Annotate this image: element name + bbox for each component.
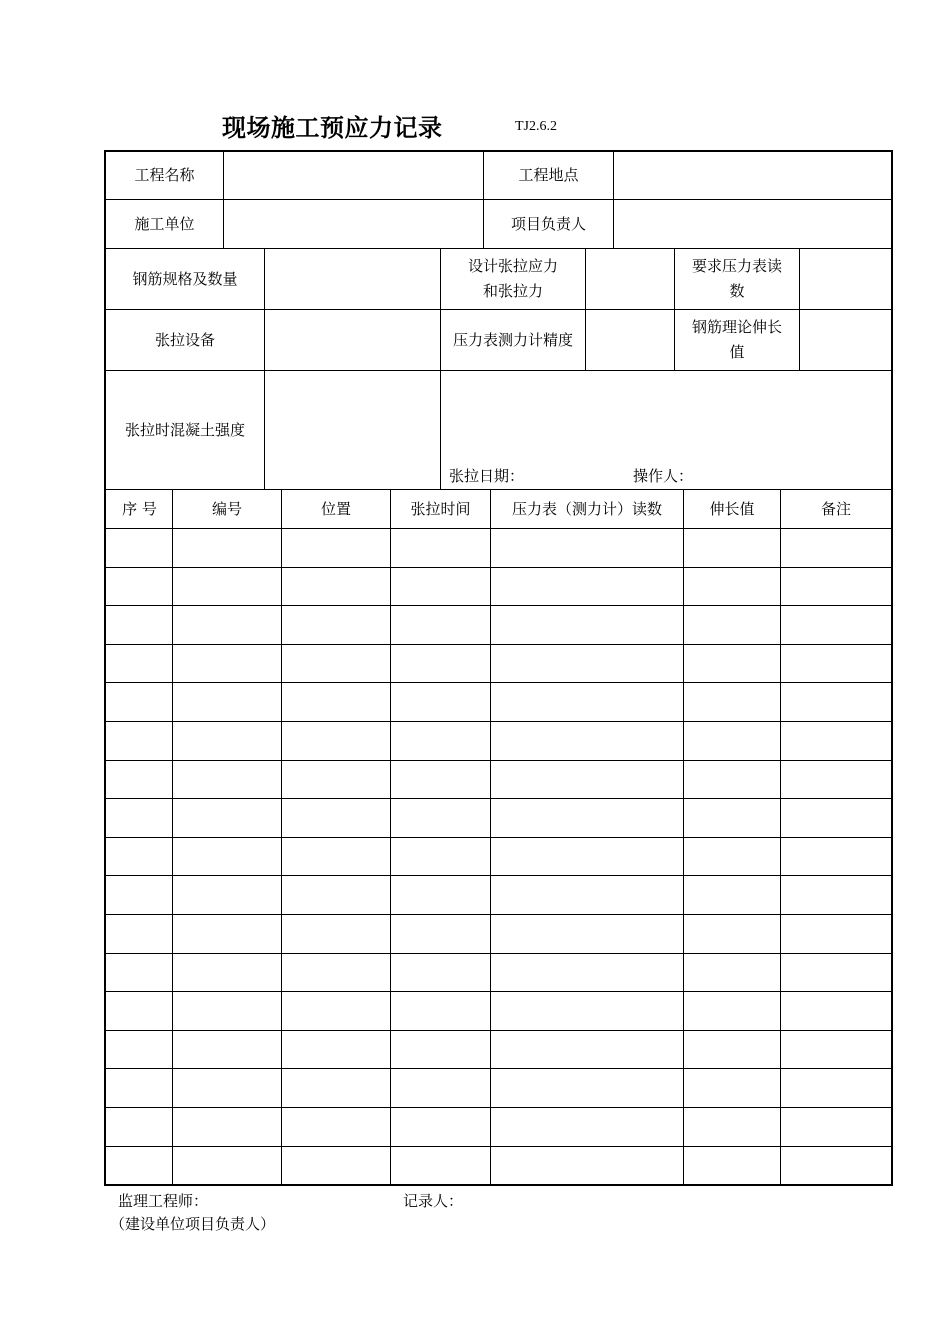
table-cell[interactable] bbox=[173, 838, 281, 876]
table-cell[interactable] bbox=[282, 761, 390, 799]
table-cell[interactable] bbox=[107, 568, 172, 606]
required-gauge-label: 要求压力表读数 bbox=[691, 257, 782, 300]
table-cell[interactable] bbox=[684, 1147, 780, 1185]
table-cell[interactable] bbox=[391, 722, 490, 760]
table-cell[interactable] bbox=[282, 645, 390, 683]
design-tension-field[interactable] bbox=[586, 249, 674, 309]
theoretical-elongation-label: 钢筋理论伸长值 bbox=[691, 318, 782, 361]
table-cell[interactable] bbox=[781, 1108, 891, 1146]
table-cell[interactable] bbox=[491, 992, 683, 1030]
table-cell[interactable] bbox=[391, 838, 490, 876]
table-cell[interactable] bbox=[781, 1147, 891, 1185]
table-cell[interactable] bbox=[107, 1069, 172, 1107]
table-cell[interactable] bbox=[391, 992, 490, 1030]
table-cell[interactable] bbox=[107, 722, 172, 760]
table-row bbox=[106, 991, 891, 1030]
table-row bbox=[106, 798, 891, 837]
table-cell[interactable] bbox=[173, 799, 281, 837]
table-cell[interactable] bbox=[391, 529, 490, 567]
required-gauge-field[interactable] bbox=[800, 249, 891, 309]
table-cell[interactable] bbox=[491, 722, 683, 760]
table-row bbox=[106, 953, 891, 992]
table-cell[interactable] bbox=[491, 529, 683, 567]
table-row bbox=[106, 1107, 891, 1146]
table-cell[interactable] bbox=[391, 683, 490, 721]
table-cell[interactable] bbox=[491, 1108, 683, 1146]
construction-unit-label: 施工单位 bbox=[134, 214, 195, 233]
table-row bbox=[106, 875, 891, 914]
table-cell[interactable] bbox=[491, 876, 683, 914]
table-cell[interactable] bbox=[491, 954, 683, 992]
gauge-precision-field[interactable] bbox=[586, 310, 674, 370]
gauge-precision-label: 压力表测力计精度 bbox=[452, 330, 573, 349]
table-cell[interactable] bbox=[282, 606, 390, 644]
table-cell[interactable] bbox=[781, 1069, 891, 1107]
column-header: 编号 bbox=[211, 500, 242, 518]
project-name-label: 工程名称 bbox=[134, 166, 195, 184]
table-cell[interactable] bbox=[391, 1069, 490, 1107]
column-header: 序 号 bbox=[122, 500, 157, 518]
table-cell[interactable] bbox=[684, 1069, 780, 1107]
table-cell[interactable] bbox=[282, 992, 390, 1030]
table-cell[interactable] bbox=[391, 799, 490, 837]
table-cell[interactable] bbox=[684, 992, 780, 1030]
concrete-strength-field[interactable] bbox=[265, 371, 440, 489]
column-header: 张拉时间 bbox=[410, 500, 471, 518]
table-cell[interactable] bbox=[684, 1108, 780, 1146]
table-cell[interactable] bbox=[781, 799, 891, 837]
table-cell[interactable] bbox=[391, 876, 490, 914]
table-cell[interactable] bbox=[391, 645, 490, 683]
table-cell[interactable] bbox=[781, 568, 891, 606]
table-cell[interactable] bbox=[107, 529, 172, 567]
table-cell[interactable] bbox=[684, 954, 780, 992]
table-cell[interactable] bbox=[173, 1147, 281, 1185]
table-cell[interactable] bbox=[173, 568, 281, 606]
table-cell[interactable] bbox=[107, 1108, 172, 1146]
table-cell[interactable] bbox=[781, 683, 891, 721]
table-cell[interactable] bbox=[491, 1069, 683, 1107]
column-header: 压力表（测力计）读数 bbox=[511, 500, 662, 518]
table-cell[interactable] bbox=[173, 1108, 281, 1146]
table-cell[interactable] bbox=[391, 1031, 490, 1069]
project-name-field[interactable] bbox=[224, 152, 483, 199]
table-cell[interactable] bbox=[107, 838, 172, 876]
table-cell[interactable] bbox=[684, 876, 780, 914]
table-cell[interactable] bbox=[781, 722, 891, 760]
table-cell[interactable] bbox=[173, 954, 281, 992]
operator-label: 操作人： bbox=[633, 467, 694, 485]
supervisor-note: （建设单位项目负责人） bbox=[110, 1215, 276, 1233]
table-cell[interactable] bbox=[781, 954, 891, 992]
supervisor-label: 监理工程师： bbox=[118, 1192, 209, 1210]
table-row bbox=[106, 682, 891, 721]
table-cell[interactable] bbox=[107, 761, 172, 799]
recorder-label: 记录人： bbox=[403, 1192, 464, 1210]
table-cell[interactable] bbox=[781, 606, 891, 644]
table-cell[interactable] bbox=[173, 606, 281, 644]
table-cell[interactable] bbox=[684, 645, 780, 683]
table-cell[interactable] bbox=[684, 606, 780, 644]
table-row bbox=[106, 567, 891, 606]
table-cell[interactable] bbox=[491, 761, 683, 799]
table-row bbox=[106, 837, 891, 876]
table-row bbox=[106, 1068, 891, 1107]
project-manager-field[interactable] bbox=[614, 200, 891, 248]
table-row bbox=[106, 1146, 891, 1185]
table-cell[interactable] bbox=[391, 915, 490, 953]
table-cell[interactable] bbox=[684, 761, 780, 799]
table-row bbox=[106, 721, 891, 760]
table-cell[interactable] bbox=[684, 529, 780, 567]
theoretical-elongation-field[interactable] bbox=[800, 310, 891, 370]
table-cell[interactable] bbox=[781, 1031, 891, 1069]
table-cell[interactable] bbox=[282, 799, 390, 837]
table-cell[interactable] bbox=[173, 1031, 281, 1069]
table-row bbox=[106, 528, 891, 567]
table-cell[interactable] bbox=[391, 1147, 490, 1185]
table-cell[interactable] bbox=[282, 876, 390, 914]
table-cell[interactable] bbox=[107, 606, 172, 644]
table-cell[interactable] bbox=[173, 876, 281, 914]
table-cell[interactable] bbox=[173, 761, 281, 799]
table-cell[interactable] bbox=[391, 761, 490, 799]
table-cell[interactable] bbox=[282, 1147, 390, 1185]
table-cell[interactable] bbox=[282, 722, 390, 760]
table-cell[interactable] bbox=[781, 876, 891, 914]
table-cell[interactable] bbox=[491, 799, 683, 837]
construction-unit-field[interactable] bbox=[224, 200, 483, 248]
table-cell[interactable] bbox=[173, 683, 281, 721]
table-cell[interactable] bbox=[107, 799, 172, 837]
table-cell[interactable] bbox=[491, 1031, 683, 1069]
table-cell[interactable] bbox=[491, 838, 683, 876]
table-cell[interactable] bbox=[781, 915, 891, 953]
project-location-field[interactable] bbox=[614, 152, 891, 199]
table-cell[interactable] bbox=[282, 1069, 390, 1107]
table-row bbox=[106, 644, 891, 683]
concrete-strength-label: 张拉时混凝土强度 bbox=[124, 420, 245, 439]
table-cell[interactable] bbox=[107, 1147, 172, 1185]
table-cell[interactable] bbox=[684, 1031, 780, 1069]
column-header: 伸长值 bbox=[709, 500, 755, 518]
table-cell[interactable] bbox=[282, 568, 390, 606]
table-cell[interactable] bbox=[282, 954, 390, 992]
table-cell[interactable] bbox=[173, 722, 281, 760]
table-cell[interactable] bbox=[391, 954, 490, 992]
table-row bbox=[106, 760, 891, 799]
table-cell[interactable] bbox=[781, 838, 891, 876]
table-cell[interactable] bbox=[107, 954, 172, 992]
table-cell[interactable] bbox=[684, 915, 780, 953]
table-cell[interactable] bbox=[107, 915, 172, 953]
table-row bbox=[106, 605, 891, 644]
table-cell[interactable] bbox=[491, 915, 683, 953]
page-title: 现场施工预应力记录 bbox=[222, 113, 443, 142]
table-cell[interactable] bbox=[173, 529, 281, 567]
tension-equipment-field[interactable] bbox=[265, 310, 440, 370]
table-cell[interactable] bbox=[282, 529, 390, 567]
form-code: TJ2.6.2 bbox=[515, 119, 557, 134]
table-cell[interactable] bbox=[684, 799, 780, 837]
table-cell[interactable] bbox=[491, 568, 683, 606]
table-row bbox=[106, 1030, 891, 1069]
table-cell[interactable] bbox=[391, 606, 490, 644]
table-cell[interactable] bbox=[107, 876, 172, 914]
table-cell[interactable] bbox=[391, 1108, 490, 1146]
project-manager-label: 项目负责人 bbox=[510, 214, 586, 233]
table-cell[interactable] bbox=[173, 992, 281, 1030]
table-cell[interactable] bbox=[684, 722, 780, 760]
column-header: 备注 bbox=[820, 500, 851, 518]
table-cell[interactable] bbox=[173, 645, 281, 683]
rebar-spec-label: 钢筋规格及数量 bbox=[132, 269, 238, 288]
table-cell[interactable] bbox=[684, 838, 780, 876]
rebar-spec-field[interactable] bbox=[265, 249, 440, 309]
tension-equipment-label: 张拉设备 bbox=[154, 330, 215, 349]
table-cell[interactable] bbox=[282, 1031, 390, 1069]
table-cell[interactable] bbox=[107, 1031, 172, 1069]
table-cell[interactable] bbox=[491, 1147, 683, 1185]
record-form bbox=[104, 150, 893, 1186]
table-cell[interactable] bbox=[173, 915, 281, 953]
table-cell[interactable] bbox=[491, 606, 683, 644]
table-cell[interactable] bbox=[107, 992, 172, 1030]
table-cell[interactable] bbox=[781, 645, 891, 683]
column-header: 位置 bbox=[320, 500, 351, 518]
tension-date-label: 张拉日期： bbox=[449, 467, 525, 485]
table-cell[interactable] bbox=[781, 992, 891, 1030]
table-cell[interactable] bbox=[491, 645, 683, 683]
table-cell[interactable] bbox=[282, 915, 390, 953]
table-cell[interactable] bbox=[391, 568, 490, 606]
table-cell[interactable] bbox=[282, 1108, 390, 1146]
table-cell[interactable] bbox=[491, 683, 683, 721]
table-cell[interactable] bbox=[684, 568, 780, 606]
design-tension-label: 设计张拉应力和张拉力 bbox=[467, 257, 558, 300]
table-row bbox=[106, 914, 891, 953]
table-cell[interactable] bbox=[684, 683, 780, 721]
table-cell[interactable] bbox=[282, 683, 390, 721]
table-cell[interactable] bbox=[107, 683, 172, 721]
project-location-label: 工程地点 bbox=[518, 166, 579, 184]
table-cell[interactable] bbox=[781, 529, 891, 567]
table-cell[interactable] bbox=[282, 838, 390, 876]
table-cell[interactable] bbox=[781, 761, 891, 799]
table-cell[interactable] bbox=[107, 645, 172, 683]
table-cell[interactable] bbox=[173, 1069, 281, 1107]
